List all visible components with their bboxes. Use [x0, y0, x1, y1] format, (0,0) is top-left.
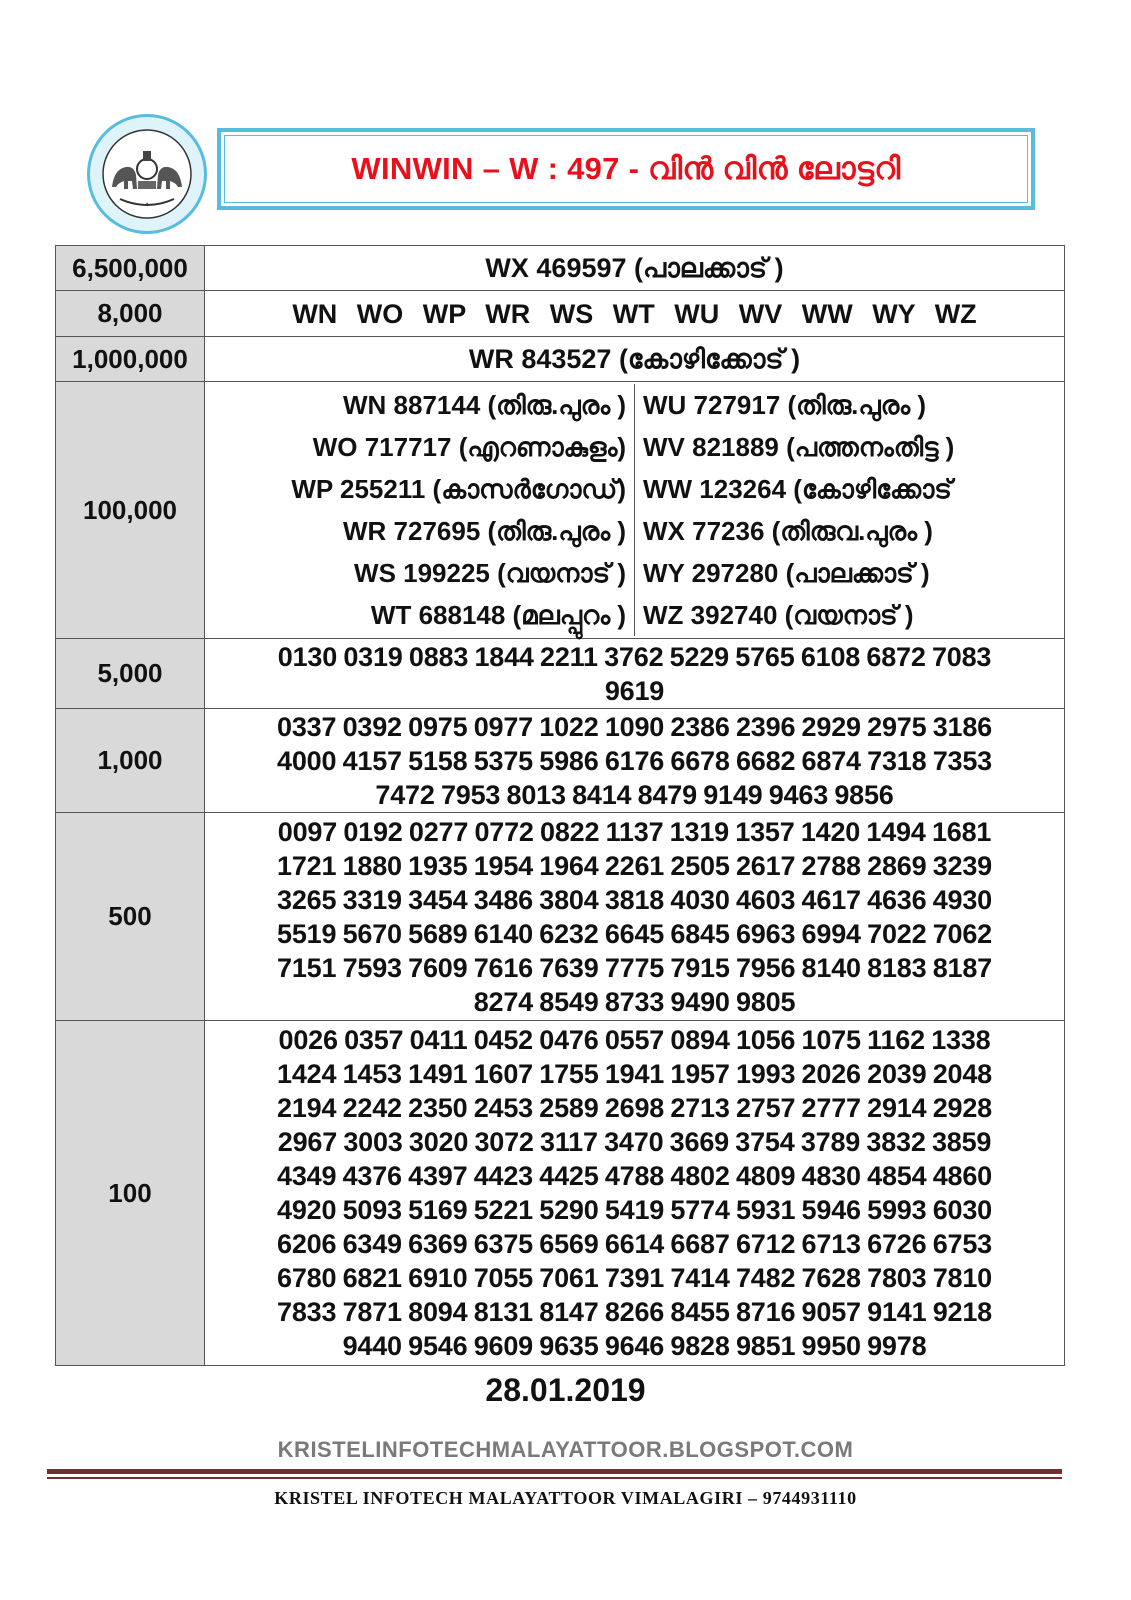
prize-row-seventh — [56, 1021, 1065, 1366]
winning-ticket: WV 821889 (പത്തനംതിട്ട ) — [643, 432, 955, 462]
number-line: 9440 9546 9609 9635 9646 9828 9851 9950 9978 — [342, 1331, 927, 1361]
winning-ticket: WP 255211 (കാസർഗോഡ്) — [291, 474, 626, 504]
prize-row-third — [56, 382, 1065, 639]
prize-amount: 6,500,000 — [56, 246, 205, 291]
number-line: 0097 0192 0277 0772 0822 1137 1319 1357 1420 1494 1681 — [277, 816, 992, 847]
consolation-series: WN WO WP WR WS WT WU WV WW WY WZ — [205, 291, 1065, 337]
winning-ticket: WS 199225 (വയനാട് ) — [354, 558, 626, 588]
footer-contact: KRISTEL INFOTECH MALAYATTOOR VIMALAGIRI – 9744931110 — [274, 1488, 857, 1508]
prize-amount: 100,000 — [56, 382, 205, 639]
prize-amount: 5,000 — [56, 639, 205, 709]
number-line: 0130 0319 0883 1844 2211 3762 5229 5765 6108 6872 7083 — [277, 641, 992, 672]
number-line: 1721 1880 1935 1954 1964 2261 2505 2617 2788 2869 3239 — [277, 850, 992, 881]
third-prize-right-column — [635, 384, 1065, 636]
winning-numbers — [205, 709, 1065, 813]
winning-ticket: WO 717717 (എറണാകുളം) — [312, 432, 626, 462]
winning-ticket: WR 727695 (തിരു.പുരം ) — [343, 516, 626, 546]
prize-amount: 1,000 — [56, 709, 205, 813]
winning-ticket: WW 123264 (കോഴിക്കോട് — [643, 474, 952, 504]
number-line: 1424 1453 1491 1607 1755 1941 1957 1993 2026 2039 2048 — [277, 1059, 992, 1089]
footer-divider — [47, 1469, 1062, 1474]
number-line: 0026 0357 0411 0452 0476 0557 0894 1056 1075 1162 1338 — [278, 1025, 991, 1055]
prize-amount: 8,000 — [56, 291, 205, 337]
winning-ticket: WN 887144 (തിരു.പുരം ) — [343, 390, 626, 420]
number-line: 4349 4376 4397 4423 4425 4788 4802 4809 4830 4854 4860 — [277, 1161, 992, 1191]
number-line: 3265 3319 3454 3486 3804 3818 4030 4603 4617 4636 4930 — [277, 884, 992, 915]
prize-row-fifth — [56, 709, 1065, 813]
prize-row-first — [56, 246, 1065, 291]
number-line: 8274 8549 8733 9490 9805 — [473, 986, 796, 1017]
number-line: 0337 0392 0975 0977 1022 1090 2386 2396 2929 2975 3186 — [277, 711, 992, 742]
results-table — [55, 245, 1065, 1366]
winning-ticket: WU 727917 (തിരു.പുരം ) — [643, 390, 926, 420]
winning-ticket: WZ 392740 (വയനാട് ) — [643, 600, 914, 630]
third-prize-grid — [205, 384, 1064, 636]
number-line: 4000 4157 5158 5375 5986 6176 6678 6682 6874 7318 7353 — [277, 745, 992, 776]
winning-ticket: WR 843527 (കോഴിക്കോട് ) — [205, 337, 1065, 382]
prize-row-sixth — [56, 813, 1065, 1021]
third-prize-left-column — [205, 384, 635, 636]
number-line: 9619 — [604, 675, 665, 706]
prize-row-fourth — [56, 639, 1065, 709]
prize-row-consolation — [56, 291, 1065, 337]
winning-ticket: WX 469597 (പാലക്കാട് ) — [205, 246, 1065, 291]
svg-text:✦: ✦ — [144, 201, 150, 209]
number-line: 6780 6821 6910 7055 7061 7391 7414 7482 7628 7803 7810 — [277, 1263, 992, 1293]
number-line: 7833 7871 8094 8131 8147 8266 8455 8716 9057 9141 9218 — [277, 1297, 992, 1327]
lottery-title: WINWIN – W : 497 - വിൻ വിൻ ലോട്ടറി — [351, 150, 901, 186]
prize-amount: 500 — [56, 813, 205, 1021]
prize-amount: 100 — [56, 1021, 205, 1366]
draw-date: 28.01.2019 — [485, 1372, 646, 1408]
footer-divider-thin — [47, 1477, 1062, 1479]
winning-ticket: WT 688148 (മലപ്പുറം ) — [370, 600, 626, 630]
number-line: 2194 2242 2350 2453 2589 2698 2713 2757 2777 2914 2928 — [277, 1093, 992, 1123]
winning-numbers — [205, 1021, 1065, 1366]
third-prize-cell — [205, 382, 1065, 639]
prize-row-second — [56, 337, 1065, 382]
title-banner — [217, 128, 1035, 210]
winning-numbers — [205, 639, 1065, 709]
prize-amount: 1,000,000 — [56, 337, 205, 382]
number-line: 7472 7953 8013 8414 8479 9149 9463 9856 — [375, 779, 894, 810]
winning-ticket: WX 77236 (തിരുവ.പുരം ) — [643, 516, 933, 546]
number-line: 7151 7593 7609 7616 7639 7775 7915 7956 8140 8183 8187 — [277, 952, 992, 983]
number-line: 5519 5670 5689 6140 6232 6645 6845 6963 6994 7022 7062 — [277, 918, 992, 949]
kerala-state-emblem-icon — [87, 114, 207, 234]
winning-numbers — [205, 813, 1065, 1021]
number-line: 2967 3003 3020 3072 3117 3470 3669 3754 3789 3832 3859 — [277, 1127, 992, 1157]
website-url[interactable]: KRISTELINFOTECHMALAYATTOOR.BLOGSPOT.COM — [277, 1437, 854, 1462]
number-line: 4920 5093 5169 5221 5290 5419 5774 5931 5946 5993 6030 — [277, 1195, 992, 1225]
winning-ticket: WY 297280 (പാലക്കാട് ) — [643, 558, 930, 588]
number-line: 6206 6349 6369 6375 6569 6614 6687 6712 6713 6726 6753 — [277, 1229, 992, 1259]
